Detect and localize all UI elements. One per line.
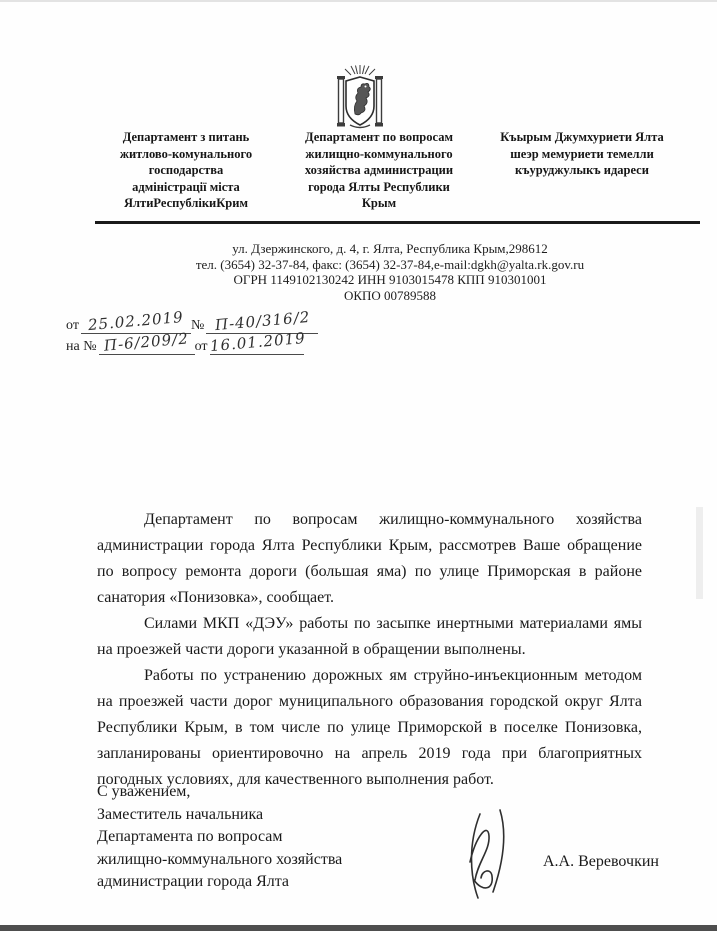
ref-from-label: от (66, 318, 79, 333)
letterhead-line: къуруджулыкъ идареси (515, 163, 649, 177)
letterhead-crimean-tatar (474, 129, 690, 212)
closing-block (97, 781, 342, 894)
scan-edge-bar (0, 925, 717, 931)
contact-phone-email: тел. (3654) 32-37-84, факс: (3654) 32-37-84,e-mail:dgkh@yalta.rk.gov.ru (195, 256, 585, 272)
outgoing-number-handwriting: П-40/316/2 (213, 307, 311, 335)
incoming-number-handwriting: П-6/209/2 (103, 329, 190, 355)
incoming-date-handwriting: 16.01.2019 (208, 328, 306, 356)
body-paragraph-2: Силами МКП «ДЭУ» работы по засыпке инертными материалами ямы на проезжей части дороги указанной в обращении выполнены. (97, 615, 642, 658)
reference-block (66, 307, 318, 356)
letterhead-line: адміністрації міста (132, 179, 240, 194)
scan-artifact (696, 507, 703, 599)
contact-okpo: ОКПО 00789588 (343, 287, 437, 303)
closing-line: администрации города Ялта (97, 873, 290, 890)
handwritten-signature-icon (448, 800, 526, 902)
letterhead-line: Къырым Джумхуриети Ялта (500, 130, 664, 144)
closing-line: Заместитель начальника (97, 805, 264, 823)
letterhead-line: Департамент по вопросам (305, 130, 453, 144)
closing-line: жилищно-коммунального хозяйства (97, 850, 343, 868)
incoming-date-blank (208, 328, 306, 356)
letterhead-line: житлово-комунального (119, 146, 253, 161)
body-paragraph-3: Работы по устранению дорожных ям струйно-инъекционным методом на проезжей части дорог муниципального образования городской округ Ялта Республики Крым, в том числе по улице Приморской в поселке Понизовка, запланированы ориентировочно на апрель 2019 года при благоприятных погодных условиях, для качественного выполнения работ. (97, 667, 642, 788)
crimea-coat-of-arms-icon (334, 64, 386, 132)
letterhead-divider-rule (95, 221, 700, 224)
letterhead (88, 129, 690, 212)
letterhead-line: шеэр мемуриети темелли (510, 146, 654, 161)
ref-number-label: № (190, 318, 205, 333)
contact-registration-numbers: ОГРН 1149102130242 ИНН 9103015478 КПП 910301001 (233, 272, 547, 287)
letterhead-line: господарства (148, 163, 224, 177)
letterhead-line: Крым (361, 196, 397, 210)
letter-body (97, 507, 642, 793)
signatory-name: А.А. Веревочкин (543, 853, 659, 870)
letterhead-line: города Ялты Республики (308, 179, 450, 194)
ref-reply-label: на № (66, 339, 97, 354)
letterhead-ukrainian (88, 129, 284, 212)
ref-reply-date-label: от (194, 339, 208, 354)
outgoing-date-handwriting: 25.02.2019 (87, 307, 185, 335)
body-paragraph-1: Департамент по вопросам жилищно-коммунального хозяйства администрации города Ялта Республики Крым, рассмотрев Ваше обращение по вопросу ремонта дороги (большая яма) по улице Приморская в районе санатория «Понизовка», сообщает. (97, 511, 642, 606)
letterhead-line: ЯлтиРеспублікиКрим (124, 196, 248, 210)
contact-address: ул. Дзержинского, д. 4, г. Ялта, Республика Крым,298612 (232, 241, 548, 256)
letterhead-line: Департамент з питань (122, 130, 250, 144)
letterhead-line: жилищно-коммунального (305, 146, 453, 161)
contact-block (120, 241, 660, 303)
closing-line: Департамента по вопросам (97, 828, 283, 845)
letterhead-line: хозяйства администрации (304, 163, 454, 177)
incoming-reference-line (66, 328, 318, 356)
incoming-number-blank (99, 329, 195, 355)
closing-line: С уважением, (97, 783, 191, 800)
letterhead-russian (288, 129, 470, 212)
